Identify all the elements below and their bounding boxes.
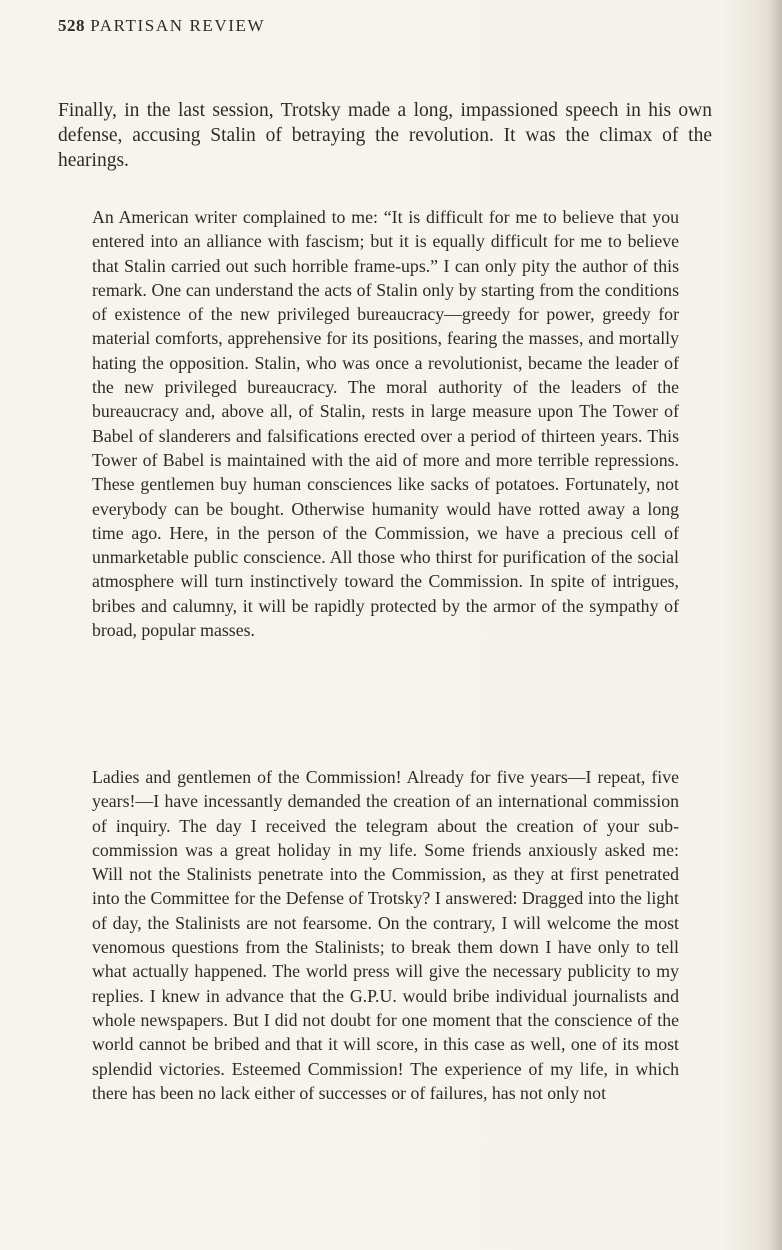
running-head (58, 16, 265, 36)
page-edge-shadow (768, 0, 782, 1250)
intro-paragraph: Finally, in the last session, Trotsky made a long, impassioned speech in his own defense, accusing Stalin of betraying the revolution. It was the climax of the hearings. (58, 100, 712, 171)
page-number: 528 (58, 16, 85, 35)
quoted-paragraph-1: An American writer complained to me: “It is difficult for me to believe that you entered into an alliance with fascism; but it is equally difficult for me to believe that Stalin carried out such horrible frame-ups.” I can only pity the author of this remark. One can understand the acts of Stalin only by starting from the conditions of existence of the new privileged bureaucracy—greedy for power, greedy for material comforts, apprehensive for its positions, fearing the masses, and mortally hating the opposition. Stalin, who was once a revolutionist, became the leader of the new privileged bureaucracy. The moral authority of the leaders of the bureaucracy and, above all, of Stalin, rests in large measure upon The Tower of Babel of slanderers and falsifications erected over a period of thirteen years. This Tower of Babel is maintained with the aid of more and more terrible repressions. These gentlemen buy human consciences like sacks of potatoes. Fortunately, not everybody can be bought. Otherwise humanity would have rotted away a long time ago. Here, in the person of the Commission, we have a precious cell of unmarketable public conscience. All those who thirst for purification of the social atmosphere will turn instinctively toward the Commission. In spite of intrigues, bribes and calumny, it will be rapidly protected by the armor of the sympathy of broad, popular masses. (92, 207, 679, 641)
journal-title: PARTISAN REVIEW (90, 16, 266, 35)
quoted-paragraph-2: Ladies and gentlemen of the Commission! Already for five years—I repeat, five years!—I have incessantly demanded the creation of an international commission of inquiry. The day I received the telegram about the creation of your sub-commission was a great holiday in my life. Some friends anxiously asked me: Will not the Stalinists penetrate into the Commission, as they at first penetrated into the Committee for the Defense of Trotsky? I answered: Dragged into the light of day, the Stalinists are not fearsome. On the contrary, I will welcome the most venomous questions from the Stalinists; to break them down I have only to tell what actually happened. The world press will give the necessary publicity to my replies. I knew in advance that the G.P.U. would bribe individual journalists and whole newspapers. But I did not doubt for one moment that the conscience of the world cannot be bribed and that it will score, in this case as well, one of its most splendid victories. Esteemed Commission! The experience of my life, in which there has been no lack either of successes or of failures, has not only not (92, 767, 679, 1103)
